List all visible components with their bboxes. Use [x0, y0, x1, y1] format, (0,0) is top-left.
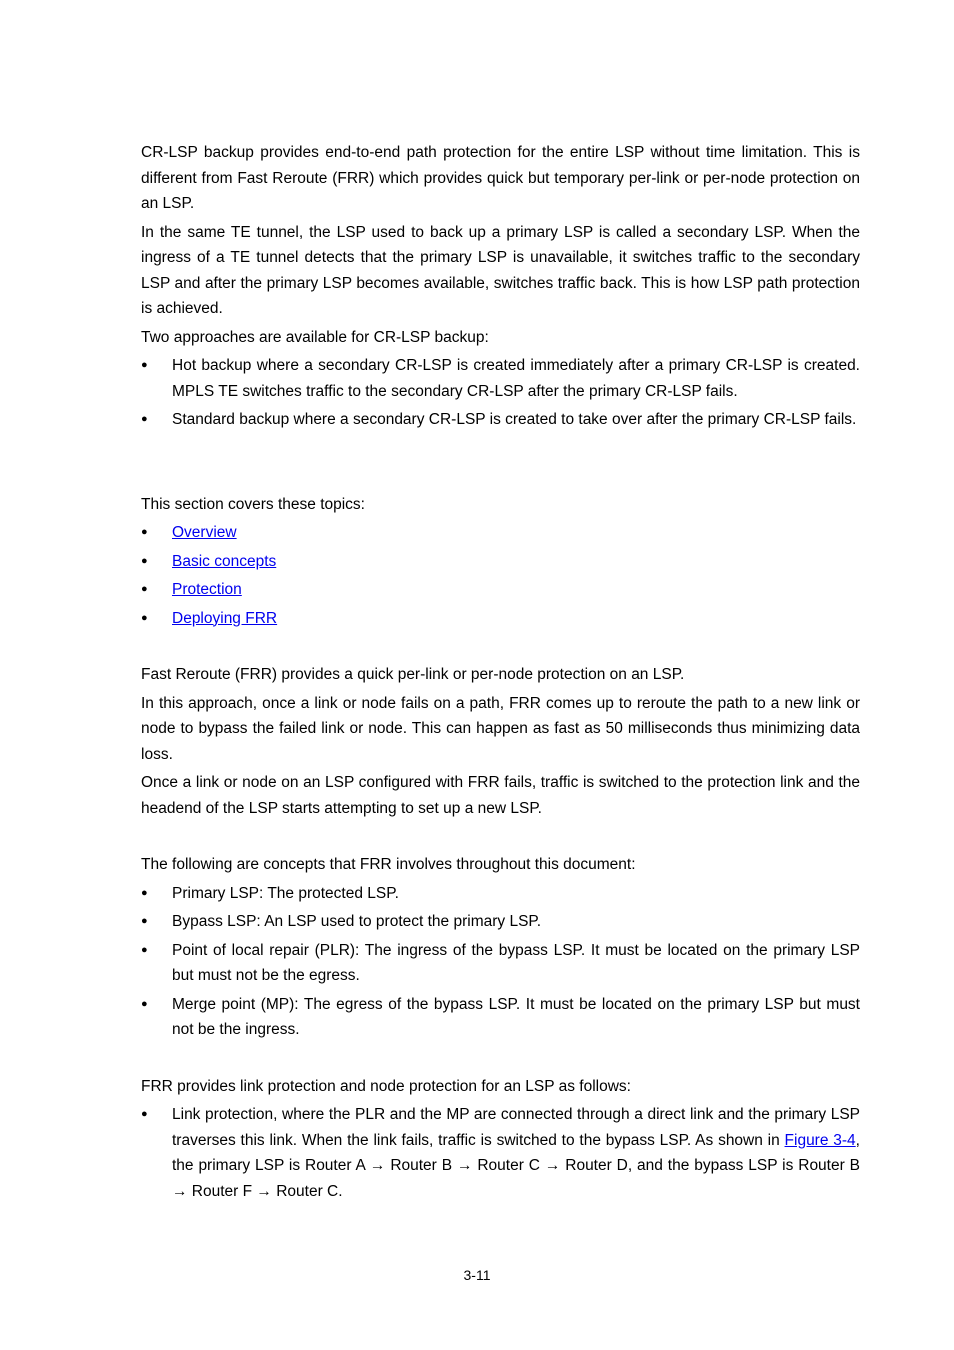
list-item: ● Point of local repair (PLR): The ingress of the bypass LSP. It must be located on the primary LSP but must not be the egress.	[141, 938, 860, 989]
link-protection[interactable]: Protection	[172, 581, 242, 598]
list-item: ● Standard backup where a secondary CR-LSP is created to take over after the primary CR-LSP fails.	[141, 407, 860, 433]
bullet-icon: ●	[141, 1108, 148, 1120]
bullet-icon: ●	[141, 611, 148, 624]
bullet-icon: ●	[141, 526, 148, 538]
list-item	[141, 549, 860, 575]
concepts-intro: The following are concepts that FRR involves throughout this document:	[141, 856, 636, 873]
list-item	[141, 577, 860, 603]
bullet-icon: ●	[141, 997, 148, 1010]
list-item: ● Bypass LSP: An LSP used to protect the primary LSP.	[141, 909, 860, 935]
crlsp-backup-list	[141, 353, 860, 433]
link-figure-3-4[interactable]: Figure 3-4	[784, 1131, 856, 1149]
bullet-icon: ●	[141, 915, 148, 927]
page-content	[141, 140, 860, 1207]
bullet-icon: ●	[141, 943, 148, 956]
frr-topic-list	[141, 520, 860, 631]
list-item	[141, 520, 860, 546]
crlsp-paragraph-3: Two approaches are available for CR-LSP backup:	[141, 328, 489, 346]
crlsp-paragraph-1: CR-LSP backup provides end-to-end path protection for the entire LSP without time limitation. This is different from Fast Reroute (FRR) which provides quick but temporary per-link or per-node protection on an LSP.	[141, 144, 860, 212]
overview-paragraph-3: Once a link or node on an LSP configured with FRR fails, traffic is switched to the protection link and the headend of the LSP starts attempting to set up a new LSP.	[141, 774, 860, 817]
list-item: ● Hot backup where a secondary CR-LSP is created immediately after a primary CR-LSP is created. MPLS TE switches traffic to the secondary CR-LSP after the primary CR-LSP fails.	[141, 353, 860, 404]
list-item	[141, 606, 860, 632]
bullet-icon: ●	[141, 554, 148, 567]
concepts-list	[141, 881, 860, 1043]
link-overview[interactable]: Overview	[172, 524, 237, 541]
list-item: ● Primary LSP: The protected LSP.	[141, 881, 860, 907]
frr-intro-text: This section covers these topics:	[141, 495, 365, 513]
bullet-icon: ●	[141, 583, 148, 595]
page-number: 3-11	[463, 1267, 491, 1283]
crlsp-paragraph-2: In the same TE tunnel, the LSP used to back up a primary LSP is called a secondary LSP. When the ingress of a TE tunnel detects that the primary LSP is unavailable, it switches traffic to the secondary LSP and after the primary LSP becomes available, switches traffic back. This is how LSP path protection is achieved.	[141, 223, 860, 317]
link-basic-concepts[interactable]: Basic concepts	[172, 552, 277, 570]
link-deploying-frr[interactable]: Deploying FRR	[172, 609, 278, 627]
overview-paragraph-2: In this approach, once a link or node fails on a path, FRR comes up to reroute the path to a new link or node to bypass the failed link or node. This can happen as fast as 50 milliseconds thus minimizing data loss.	[141, 694, 860, 763]
protection-intro: FRR provides link protection and node protection for an LSP as follows:	[141, 1077, 631, 1095]
protection-list	[141, 1102, 860, 1204]
bullet-icon: ●	[141, 413, 148, 425]
bullet-icon: ●	[141, 359, 148, 371]
list-item: ● Merge point (MP): The egress of the bypass LSP. It must be located on the primary LSP but must not be the ingress.	[141, 992, 860, 1043]
list-item: ● Link protection, where the PLR and the MP are connected through a direct link and the primary LSP traverses this link. When the link fails, traffic is switched to the bypass LSP. As shown in Figure 3-4, the primary LSP is Router A → Router B → Router C → Router D, and the bypass LSP is Router B → Router F → Router C.	[141, 1102, 860, 1204]
overview-paragraph-1: Fast Reroute (FRR) provides a quick per-link or per-node protection on an LSP.	[141, 666, 685, 683]
bullet-icon: ●	[141, 886, 148, 899]
